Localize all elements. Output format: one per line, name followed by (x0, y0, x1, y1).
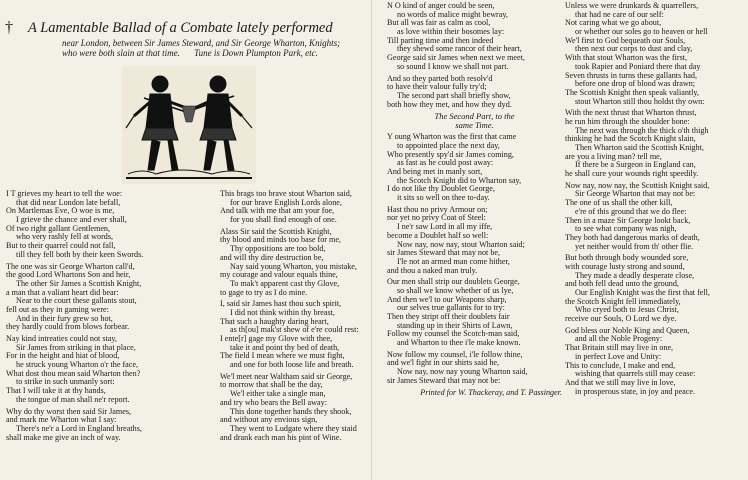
subtitle-line-2: who were both slain at that time. Tune is Down Plumpton Park, etc. (62, 48, 318, 58)
verse-line: But to their quarrel could not fall, (6, 241, 116, 251)
verse-line: Now nay, now nay, stout Wharton said; (397, 239, 525, 249)
verse-line: to morrow that shall be the day, (220, 380, 323, 390)
verse-line: For in the height and hiat of blood, (6, 351, 120, 361)
verse-line: and thou a naked man truly. (387, 265, 478, 275)
verse-line: Unless we were drunkards & quarrellers, (565, 1, 699, 10)
verse-line: On Martlemas Eve, O woe is me, (6, 206, 115, 216)
verse-line: become a Doublet half so well: (387, 230, 489, 240)
verse-line: e're of this ground that we do flee: (575, 206, 687, 216)
verse-line: But both through body wounded sore, (565, 253, 689, 263)
verse-line: Sir George Wharton that may not be: (575, 189, 696, 199)
verse-line: Hast thou no privy Armour on; (387, 204, 488, 214)
verse-line: The second part shall briefly show, (397, 90, 511, 100)
verse-line: Why do thy worst then said Sir James, (6, 406, 132, 416)
verse-line: And being met in manly sort, (387, 167, 483, 176)
verse-line: That such a haughty daring heart, (220, 316, 329, 326)
verse-line: Till parting time and then indeed (387, 35, 494, 45)
verse-line: They went to Ludgate where they staid (230, 423, 357, 433)
verse-line: We'l first to God bequeath our Souls, (565, 35, 686, 45)
verse-line: To mak't apparent cast thy Glove, (230, 278, 340, 288)
verse-line: The one of us shall the other kill, (565, 198, 673, 208)
verse-line: The one was sir George Wharton call'd, (6, 261, 135, 271)
verse-line: to appointed place the next day, (397, 140, 500, 150)
verse-line: Our English Knight was the first that fell, (575, 288, 710, 297)
verse-line: Seven thrusts in turns these gallants had, (565, 70, 698, 80)
verse-line: Then Wharton said the Scottish Knight, (575, 143, 704, 152)
subtitle-line-1: near London, between Sir James Steward, and Sir George Wharton, Knights; (62, 38, 341, 48)
verse-line: then next our corps to dust and clay, (575, 44, 693, 54)
verse-line: I ne'r saw Lord in all my iffe, (397, 222, 493, 232)
verse-column-2 (220, 190, 370, 442)
verse-line: God bless our Noble King and Queen, (565, 325, 690, 335)
verse-line: receive our Souls, O Lord we dye. (565, 314, 677, 324)
verse-line: thinking he had the Scotch Knight slain, (565, 134, 696, 144)
verse-line: We'l either take a single man, (230, 389, 326, 399)
verse-line: I do not like thy Doublet George, (387, 184, 495, 194)
verse-line: that had ne care of our self: (575, 9, 664, 19)
verse-line: With the next thrust that Wharton thrust, (565, 108, 697, 118)
verse-line: sir James Steward that may not be, (387, 248, 501, 258)
verse-line: take it and point thy bed of death, (230, 342, 340, 352)
verse-line: they hardly could from blows forbear. (6, 322, 130, 332)
verse-line: my courage and valour equals thine, (220, 270, 338, 280)
verse-line: I did not think within thy breast, (230, 307, 335, 317)
verse-line: Not caring what we go about, (565, 18, 662, 28)
verse-line: I ente[r] gage my Glove with thee, (220, 334, 333, 343)
verse-line: And talk with me that am your foe, (220, 206, 335, 216)
verse-line: he run him through the shoulder bone: (565, 116, 690, 126)
verse-line: Now nay, now nay, the Scottish Knight said, (565, 180, 710, 190)
verse-line: Sir James from striking in that place, (16, 342, 136, 352)
verse-line: Alass Sir said the Scottish Knight, (220, 226, 332, 236)
second-part-heading-1: The Second Part, to the (434, 111, 515, 122)
verse-line: Near to the court these gallants stout, (16, 296, 137, 306)
verse-line: as th[ou] mak'st shew of e're could rest: (230, 325, 359, 335)
verse-line: took Rapier and Poniard there that day (575, 61, 701, 71)
verse-line: Then in a maze Sir George lookt back, (565, 215, 691, 225)
verse-line: both how they met, and how they dyd. (387, 99, 512, 109)
verse-line: We'l meet near Waltham said sir George, (220, 371, 353, 381)
verse-line: The other Sir James a Scottish Knight, (16, 278, 142, 288)
verse-line: Who cryed both to Jesus Christ, (575, 305, 679, 315)
verse-line: to see what company was nigh, (575, 224, 677, 234)
verse-line: The Scottish Knight then speak valiantly, (565, 87, 699, 97)
verse-line: George said sir James when next we meet, (387, 53, 525, 63)
verse-line: If there be a Surgeon in England can, (575, 160, 696, 170)
verse-line: And that we still may live in love, (565, 377, 676, 387)
ballad-subtitle (62, 38, 362, 58)
verse-line: and mark me Wharton what I say: (6, 415, 117, 425)
verse-line: stout Wharton still thou holdst thy own: (575, 96, 705, 106)
verse-column-3-top (387, 2, 562, 109)
verse-line: for our brave English Lords alone, (230, 197, 342, 207)
verse-column-3-bottom (387, 133, 562, 385)
verse-line: wishing that quarrels still may cease: (575, 369, 696, 379)
verse-column-4 (565, 2, 745, 396)
verse-line: Of two right gallant Gentlemen, (6, 223, 111, 233)
verse-line: and will thy dire destruction be, (220, 252, 324, 262)
verse-line: and drank each man his pint of Wine. (220, 432, 342, 442)
printer-colophon: Printed for W. Thackeray, and T. Passinger. (420, 387, 562, 397)
verse-line: before one drop of blood was drawn; (575, 79, 696, 89)
verse-line: so shall we know whether of us lye, (397, 285, 514, 295)
verse-line: till they fell both by their keen Swords. (16, 249, 144, 259)
verse-line: thy blood and minds too base for me, (220, 235, 341, 245)
verse-line: They made a deadly desperate close, (575, 270, 695, 280)
verse-line: nor yet no privy Coat of Steel: (387, 213, 486, 223)
verse-line: Thy oppositions are too bold, (230, 244, 326, 254)
verse-line: I'le not an armed man come hither, (397, 256, 510, 266)
verse-line: our selves true gallants for to try: (397, 303, 505, 313)
cross-ornament: † (5, 19, 13, 36)
verse-line: to have their valour fully try'd; (387, 82, 487, 92)
verse-line: Nay kind intreaties could not stay, (6, 334, 117, 343)
verse-line: This to conclude, I make and end, (565, 360, 676, 370)
page-fold (371, 0, 372, 480)
verse-line: to gage to try as I do mine. (220, 287, 308, 297)
verse-line: Now nay, now nay young Wharton said, (397, 367, 528, 377)
verse-line: And then we'l to our Weapons sharp, (387, 294, 507, 304)
verse-line: or whether our soles go to heaven or hell (575, 27, 708, 37)
verse-line: And in their fury grew so hot, (16, 313, 113, 323)
verse-line: This brags too brave stout Wharton said, (220, 189, 352, 198)
verse-line: and we'l fight in our shirts said he, (387, 358, 500, 368)
verse-line: no words of malice might bewray, (397, 9, 508, 19)
verse-line: This done together hands they shook, (230, 406, 352, 416)
verse-line: And so they parted both resolv'd (387, 73, 493, 83)
verse-line: There's ne'r a Lord in England breaths, (16, 423, 142, 433)
verse-line: Nay said young Wharton, you mistake, (230, 261, 357, 271)
verse-line: Follow my counsel the Scotch-man said, (387, 329, 520, 339)
verse-line: with courage lusty strong and sound, (565, 261, 685, 271)
ballad-title: A Lamentable Ballad of a Combate lately performed (28, 20, 333, 36)
verse-line: Then they stript off their doublets fair (387, 312, 510, 321)
verse-line: as fast as he could post away: (397, 158, 494, 168)
verse-line: that did near London late befall, (16, 197, 121, 207)
verse-line: they shewd some rancor of their heart, (397, 44, 522, 54)
verse-line: and one for both loose life and breath. (230, 360, 354, 370)
verse-line: the good Lord Whartons Son and heir, (6, 270, 131, 280)
verse-line: and both fell dead unto the ground, (565, 279, 679, 289)
verse-line: yet neither would from th' other flie. (575, 241, 694, 251)
verse-line: he shall cure your wounds right speedily. (565, 169, 699, 179)
tune-line: Tune is Down Plumpton Park, etc. (194, 48, 318, 58)
verse-line: I grieve the chance and ever shall, (16, 215, 127, 225)
verse-line: That I will take it at thy hands, (6, 386, 106, 396)
verse-line: Now follow my counsel, i'le follow thine, (387, 349, 523, 359)
verse-line: a man that a valiant heart did bear: (6, 287, 119, 297)
verse-line: in prosperous state, in joy and peace. (575, 386, 696, 396)
verse-line: he struck young Wharton o'r the face, (16, 360, 139, 370)
verse-line: the tongue of man shall ne'r report. (16, 394, 130, 404)
verse-line: standing up in their Shirts of Lawn, (397, 320, 513, 330)
verse-line: are you a living man? tell me, (565, 151, 662, 161)
duel-woodcut-image (122, 66, 256, 184)
verse-line: and Wharton to thee i'le make known. (397, 338, 521, 348)
verse-line: the Scotch Knight fell immediately, (565, 296, 681, 306)
verse-line: They both had dangerous marks of death, (565, 232, 700, 242)
verse-line: Y oung Wharton was the first that came (387, 132, 517, 142)
verse-line: What dost thou mean said Wharton then? (6, 368, 141, 378)
verse-line: and all the Noble Progeny: (575, 334, 663, 344)
verse-line: The field I mean where we must fight, (220, 351, 345, 361)
verse-line: it sits so well on thee to-day. (397, 193, 490, 203)
verse-line: in perfect Love and Unity: (575, 351, 662, 361)
verse-column-1 (6, 190, 211, 442)
verse-line: But all was fair as calm as cool, (387, 18, 491, 28)
verse-line: who very rashly fell at words, (16, 232, 114, 242)
verse-line: fell out as they in gaming were: (6, 304, 109, 314)
verse-line: the Scotch Knight did to Wharton say, (397, 175, 522, 185)
verse-line: The next was through the thick o'th thigh (575, 125, 709, 135)
verse-line: sir James Steward that may not be: (387, 375, 501, 385)
verse-line: to strike in such unmanly sort: (16, 377, 115, 387)
verse-line: and without any envious sign, (220, 415, 318, 425)
verse-line: Our men shall strip our doublets George, (387, 277, 520, 287)
verse-line: for you shall find enough of one. (230, 215, 337, 225)
verse-line: With that stout Wharton was the first, (565, 53, 688, 63)
verse-line: and try who bears the Bell away: (220, 397, 327, 407)
second-part-heading-2: same Time. (455, 120, 494, 131)
verse-line: N O kind of anger could be seen, (387, 1, 495, 10)
verse-column-3 (387, 2, 562, 397)
verse-line: Who presently spy'd sir James coming, (387, 149, 514, 159)
verse-line: as love within their bosomes lay: (397, 27, 505, 37)
verse-line: shall make me give an inch of way. (6, 432, 121, 442)
verse-line: so sound I know we shall not part. (397, 61, 509, 71)
verse-line: That Britain still may live in one, (565, 343, 674, 353)
verse-line: I T grieves my heart to tell the woe: (6, 189, 123, 198)
verse-line: I, said sir James hast thou such spirit, (220, 299, 342, 309)
